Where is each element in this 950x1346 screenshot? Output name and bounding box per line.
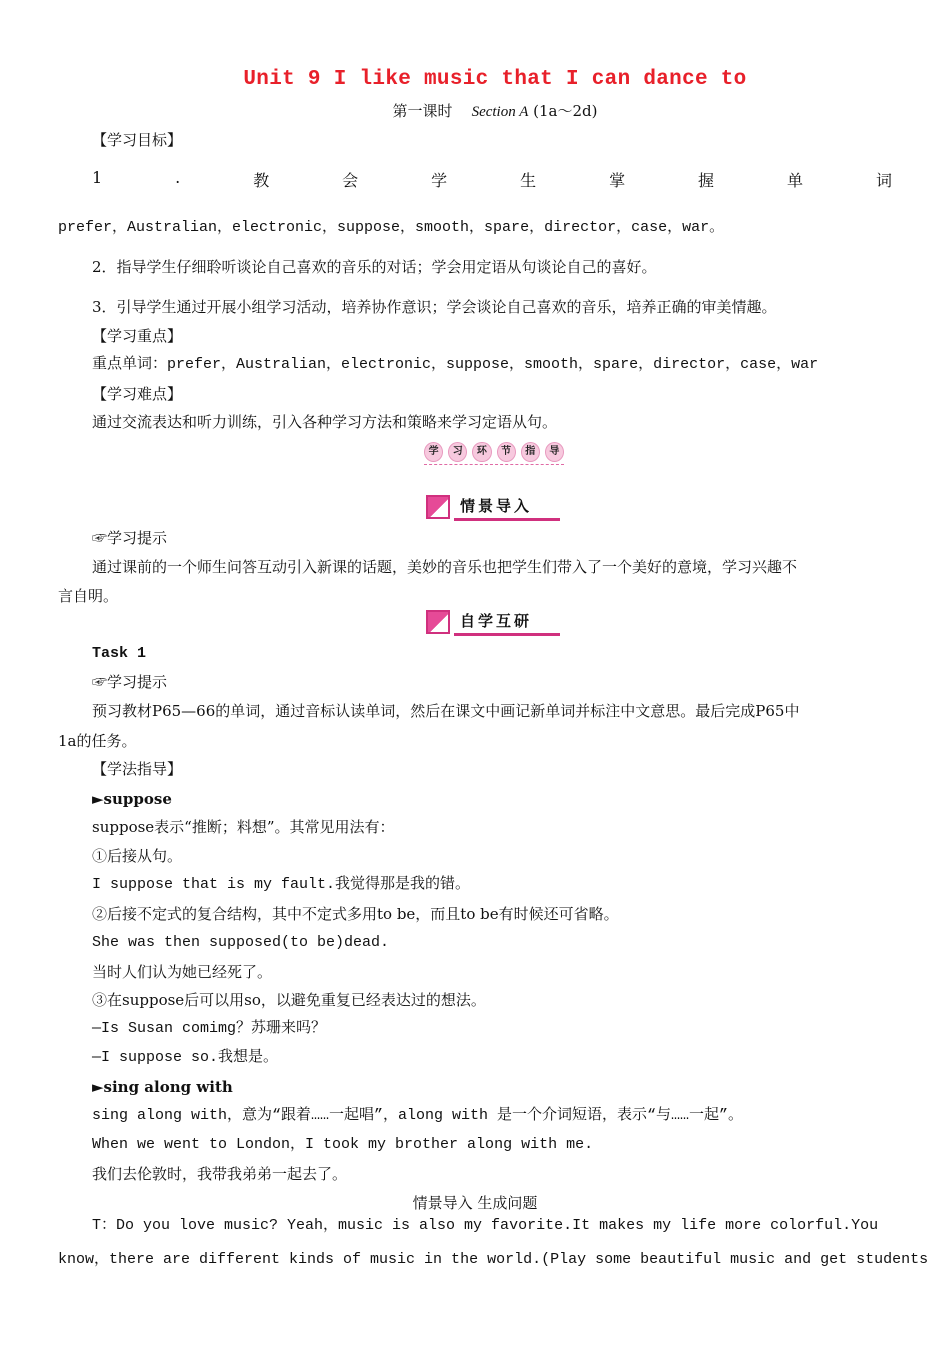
usage-1: ①后接从句。	[92, 847, 183, 865]
section-label: Section A	[471, 104, 529, 120]
intro-text-line2: 言自明。	[58, 587, 119, 605]
usage-3: ③在suppose后可以用so，以避免重复已经表达过的想法。	[92, 991, 486, 1009]
section-banner-selfstudy	[426, 609, 560, 635]
difficulties-text: 通过交流表达和听力训练，引入各种学习方法和策略来学习定语从句。	[92, 413, 558, 431]
guide-badge	[424, 440, 564, 465]
banner-square-icon	[426, 495, 450, 519]
lesson-number: 第一课时	[392, 102, 453, 120]
sing-along-intro: sing along with，意为“跟着……一起唱”，along with 是一个介词短语，表示“与……一起”。	[92, 1107, 744, 1124]
dialogue-line1: T：Do you love music? Yeah，music is also my favorite.It makes my life more colorful.You	[92, 1217, 879, 1234]
spread-char: 生	[520, 171, 537, 190]
key-points-text: 重点单词：prefer，Australian，electronic，suppose，smooth，spare，director，case，war	[92, 356, 819, 373]
objectives-heading: 【学习目标】	[92, 131, 183, 149]
key-points-heading: 【学习重点】	[92, 327, 183, 345]
sing-along-example: When we went to London，I took my brother along with me.	[92, 1136, 594, 1153]
spread-char: 握	[698, 171, 715, 190]
usage-2: ②后接不定式的复合结构，其中不定式多用to be，而且to be有时候还可省略。	[92, 905, 619, 923]
usage-3-answer: —I suppose so.我想是。	[92, 1049, 279, 1066]
sing-along-heading: ►sing along with	[92, 1078, 233, 1096]
spread-char: 词	[875, 171, 892, 190]
spread-char: 1	[92, 168, 103, 187]
dialogue-line2: know，there are different kinds of music in the world.(Play some beautiful music and get students	[58, 1251, 929, 1268]
tip-label: ☞学习提示	[92, 673, 168, 691]
unit-title: Unit 9 I like music that I can dance to	[243, 68, 747, 91]
banner-label: 自学互研	[454, 609, 560, 636]
objective-3: 3．引导学生通过开展小组学习活动，培养协作意识；学会谈论自己喜欢的音乐，培养正确的审美情趣。	[92, 298, 777, 316]
spread-char: 掌	[609, 171, 626, 190]
suppose-intro: suppose表示“推断；料想”。其常见用法有：	[92, 818, 395, 836]
tip-label: ☞学习提示	[92, 529, 168, 547]
method-heading: 【学法指导】	[92, 760, 183, 778]
guide-char: 习	[448, 442, 467, 462]
objective-2: 2．指导学生仔细聆听谈论自己喜欢的音乐的对话；学会用定语从句谈论自己的喜好。	[92, 258, 657, 276]
banner-square-icon	[426, 610, 450, 634]
objective-1-spread	[92, 168, 892, 191]
spread-char: 会	[342, 171, 359, 190]
spread-char: .	[175, 168, 181, 187]
difficulties-heading: 【学习难点】	[92, 385, 183, 403]
intro-text-line1: 通过课前的一个师生问答互动引入新课的话题，美妙的音乐也把学生们带入了一个美好的意境，学习兴趣不	[92, 558, 798, 576]
scenario-heading: 情景导入 生成问题	[412, 1194, 538, 1212]
guide-char: 学	[424, 442, 443, 462]
guide-char: 节	[497, 442, 516, 462]
lesson-subtitle	[0, 100, 950, 121]
guide-char: 指	[521, 442, 540, 462]
usage-2-example-cn: 当时人们认为她已经死了。	[92, 963, 273, 981]
spread-char: 学	[431, 171, 448, 190]
section-banner-intro	[426, 494, 560, 520]
usage-1-example: I suppose that is my fault.我觉得那是我的错。	[92, 876, 471, 893]
guide-char: 环	[472, 442, 491, 462]
suppose-heading: ►suppose	[92, 790, 172, 808]
spread-char: 单	[787, 171, 804, 190]
section-range: (1a～2d)	[533, 102, 598, 120]
banner-label: 情景导入	[454, 494, 560, 521]
sing-along-example-cn: 我们去伦敦时，我带我弟弟一起去了。	[92, 1165, 348, 1183]
objective-1-words: prefer，Australian，electronic，suppose，smooth，spare，director，case，war。	[58, 219, 725, 236]
task-text-line1: 预习教材P65—66的单词，通过音标认读单词，然后在课文中画记新单词并标注中文意思。最后完成P65中	[92, 702, 800, 720]
spread-char: 教	[253, 171, 270, 190]
task-text-line2: 1a的任务。	[58, 732, 137, 750]
task-label: Task 1	[92, 645, 147, 662]
guide-char: 导	[545, 442, 564, 462]
usage-2-example: She was then supposed(to be)dead.	[92, 934, 390, 951]
usage-3-question: —Is Susan comimg？苏珊来吗？	[92, 1020, 327, 1037]
